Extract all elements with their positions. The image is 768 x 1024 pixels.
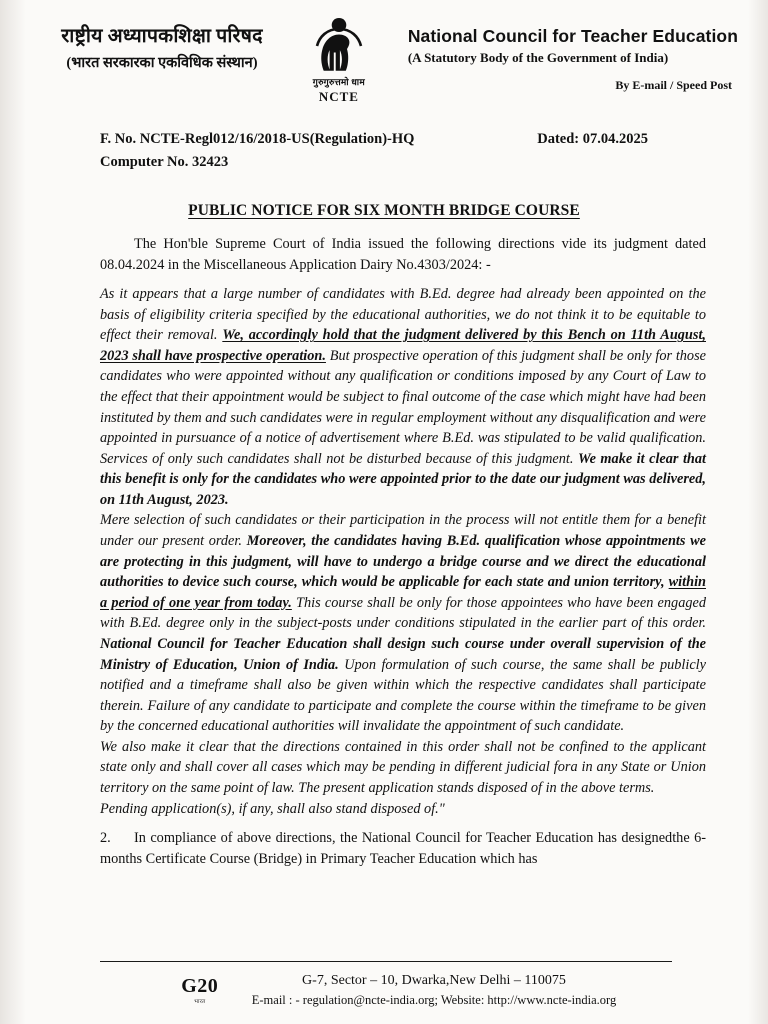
- quote-p1-emphasis-2: We make it clear that this benefit is only for the candidates who were appointed prior to the date our judgment was delivered, on 11th August, 2023.: [100, 450, 706, 508]
- quote-p2-part-a: Mere selection of such candidates or their participation in the process will not entitle them for a benefit under our present order.: [100, 512, 706, 550]
- ncte-logo-block: [284, 14, 394, 105]
- footer-content: [0, 962, 768, 1010]
- org-subtitle: (A Statutory Body of the Government of India): [407, 50, 669, 65]
- letter-date: Dated: 07.04.2025: [537, 131, 648, 147]
- page-footer: [0, 961, 768, 1010]
- compliance-paragraph: [100, 828, 706, 869]
- file-number: F. No. NCTE-Regl012/16/2018-US(Regulation)-HQ: [100, 131, 415, 147]
- quote-p2-emphasis-2: National Council for Teacher Education shall design such course under overall supervision of the Ministry of Education, Union of India.: [100, 635, 706, 673]
- letterhead-header: [0, 0, 768, 104]
- footer-address-block: [248, 970, 616, 1010]
- supreme-court-quote: [100, 284, 706, 819]
- hindi-org-name-block: [40, 14, 284, 74]
- quote-paragraph-2: [100, 510, 706, 736]
- reference-row: [100, 128, 706, 150]
- hindi-org-name: राष्ट्रीय अध्यापकशिक्षा परिषद: [61, 26, 263, 47]
- org-title-block: [394, 14, 738, 93]
- quote-paragraph-3: We also make it clear that the directions contained in this order shall not be confined to the applicant state only and shall cover all cases which may be pending in different judicial fora in any State or Union territory on the same point of law. The present application stands disposed of in the above terms.: [100, 738, 706, 796]
- intro-paragraph: The Hon'ble Supreme Court of India issued the following directions vide its judgment dated 08.04.2024 in the Miscellaneous Application Dairy No.4303/2024: -: [100, 235, 706, 273]
- g20-label: G20: [181, 974, 219, 997]
- computer-number: Computer No. 32423: [100, 154, 229, 171]
- logo-sanskrit-motto: गुरुगुरुत्तमो धाम: [312, 77, 365, 87]
- g20-logo: [152, 976, 248, 1005]
- g20-sublabel: भारत: [194, 998, 206, 1005]
- notice-title: PUBLIC NOTICE FOR SIX MONTH BRIDGE COURSE: [188, 201, 580, 219]
- dispatch-mode: By E-mail / Speed Post: [615, 78, 732, 92]
- logo-acronym: NCTE: [318, 89, 359, 104]
- ncte-emblem-icon: [308, 16, 370, 74]
- paragraph-number: 2.: [100, 830, 111, 847]
- quote-paragraph-1: [100, 284, 706, 510]
- org-name: National Council for Teacher Education: [407, 26, 738, 46]
- reference-block: [100, 128, 706, 174]
- quote-p2-part-c: Upon formulation of such course, the same shall be publicly notified and a timeframe shall also be given within which the respective candidates shall participate therein. Failure of any candidate to participate and complete the course within the timeframe to be given by the concerned educational authorities will invalidate the appointment of such candidate.: [100, 656, 706, 735]
- office-address: G-7, Sector – 10, Dwarka,New Delhi – 110075: [302, 973, 566, 989]
- teacher-figure-icon: [308, 16, 370, 74]
- quote-p2-part-b: This course shall be only for those appointees who have been engaged with B.Ed. degree only in the subject-posts under conditions stipulated in the earlier part of this order.: [100, 594, 706, 632]
- quote-p1-emphasis-1: We, accordingly hold that the judgment delivered by this Bench on 11th August, 2023 shall have prospective operation.: [100, 327, 706, 364]
- office-contact: E-mail : - regulation@ncte-india.org; Website: http://www.ncte-india.org: [251, 993, 617, 1008]
- quote-p1-part-b: But prospective operation of this judgment shall be only for those candidates who were appointed without any qualification or conditions imposed by any Court of Law to the effect that their appointment would be subject to final outcome of the case which might have had been instituted by them and such candidates were in regular employment without any disqualification and were appointed in pursuance of a notice of advertisement where B.Ed. was stipulated to be valid qualification. Services of only such candidates shall not be disturbed because of this judgment.: [100, 347, 706, 467]
- notice-body: [100, 234, 706, 869]
- quote-p2-emphasis-underline: within a period of one year from today.: [100, 574, 706, 611]
- hindi-org-subtitle: (भारत सरकारका एकविधिक संस्थान): [66, 55, 258, 72]
- quote-paragraph-4: Pending application(s), if any, shall also stand disposed of.": [100, 800, 445, 817]
- quote-p2-emphasis-1: Moreover, the candidates having B.Ed. qualification whose appointments we are protecting in this judgment, will have to undergo a bridge course and we direct the educational authorities to device such course, which would be applicable for each state and union territory,: [100, 533, 706, 591]
- quote-p1-part-a: As it appears that a large number of candidates with B.Ed. degree had already been appointed on the basis of eligibility criteria specified by the educational authorities, we do not think it to be equitable to effect their removal.: [100, 286, 706, 344]
- compliance-text: In compliance of above directions, the National Council for Teacher Education has designedthe 6-months Certificate Course (Bridge) in Primary Teacher Education which has: [100, 830, 706, 867]
